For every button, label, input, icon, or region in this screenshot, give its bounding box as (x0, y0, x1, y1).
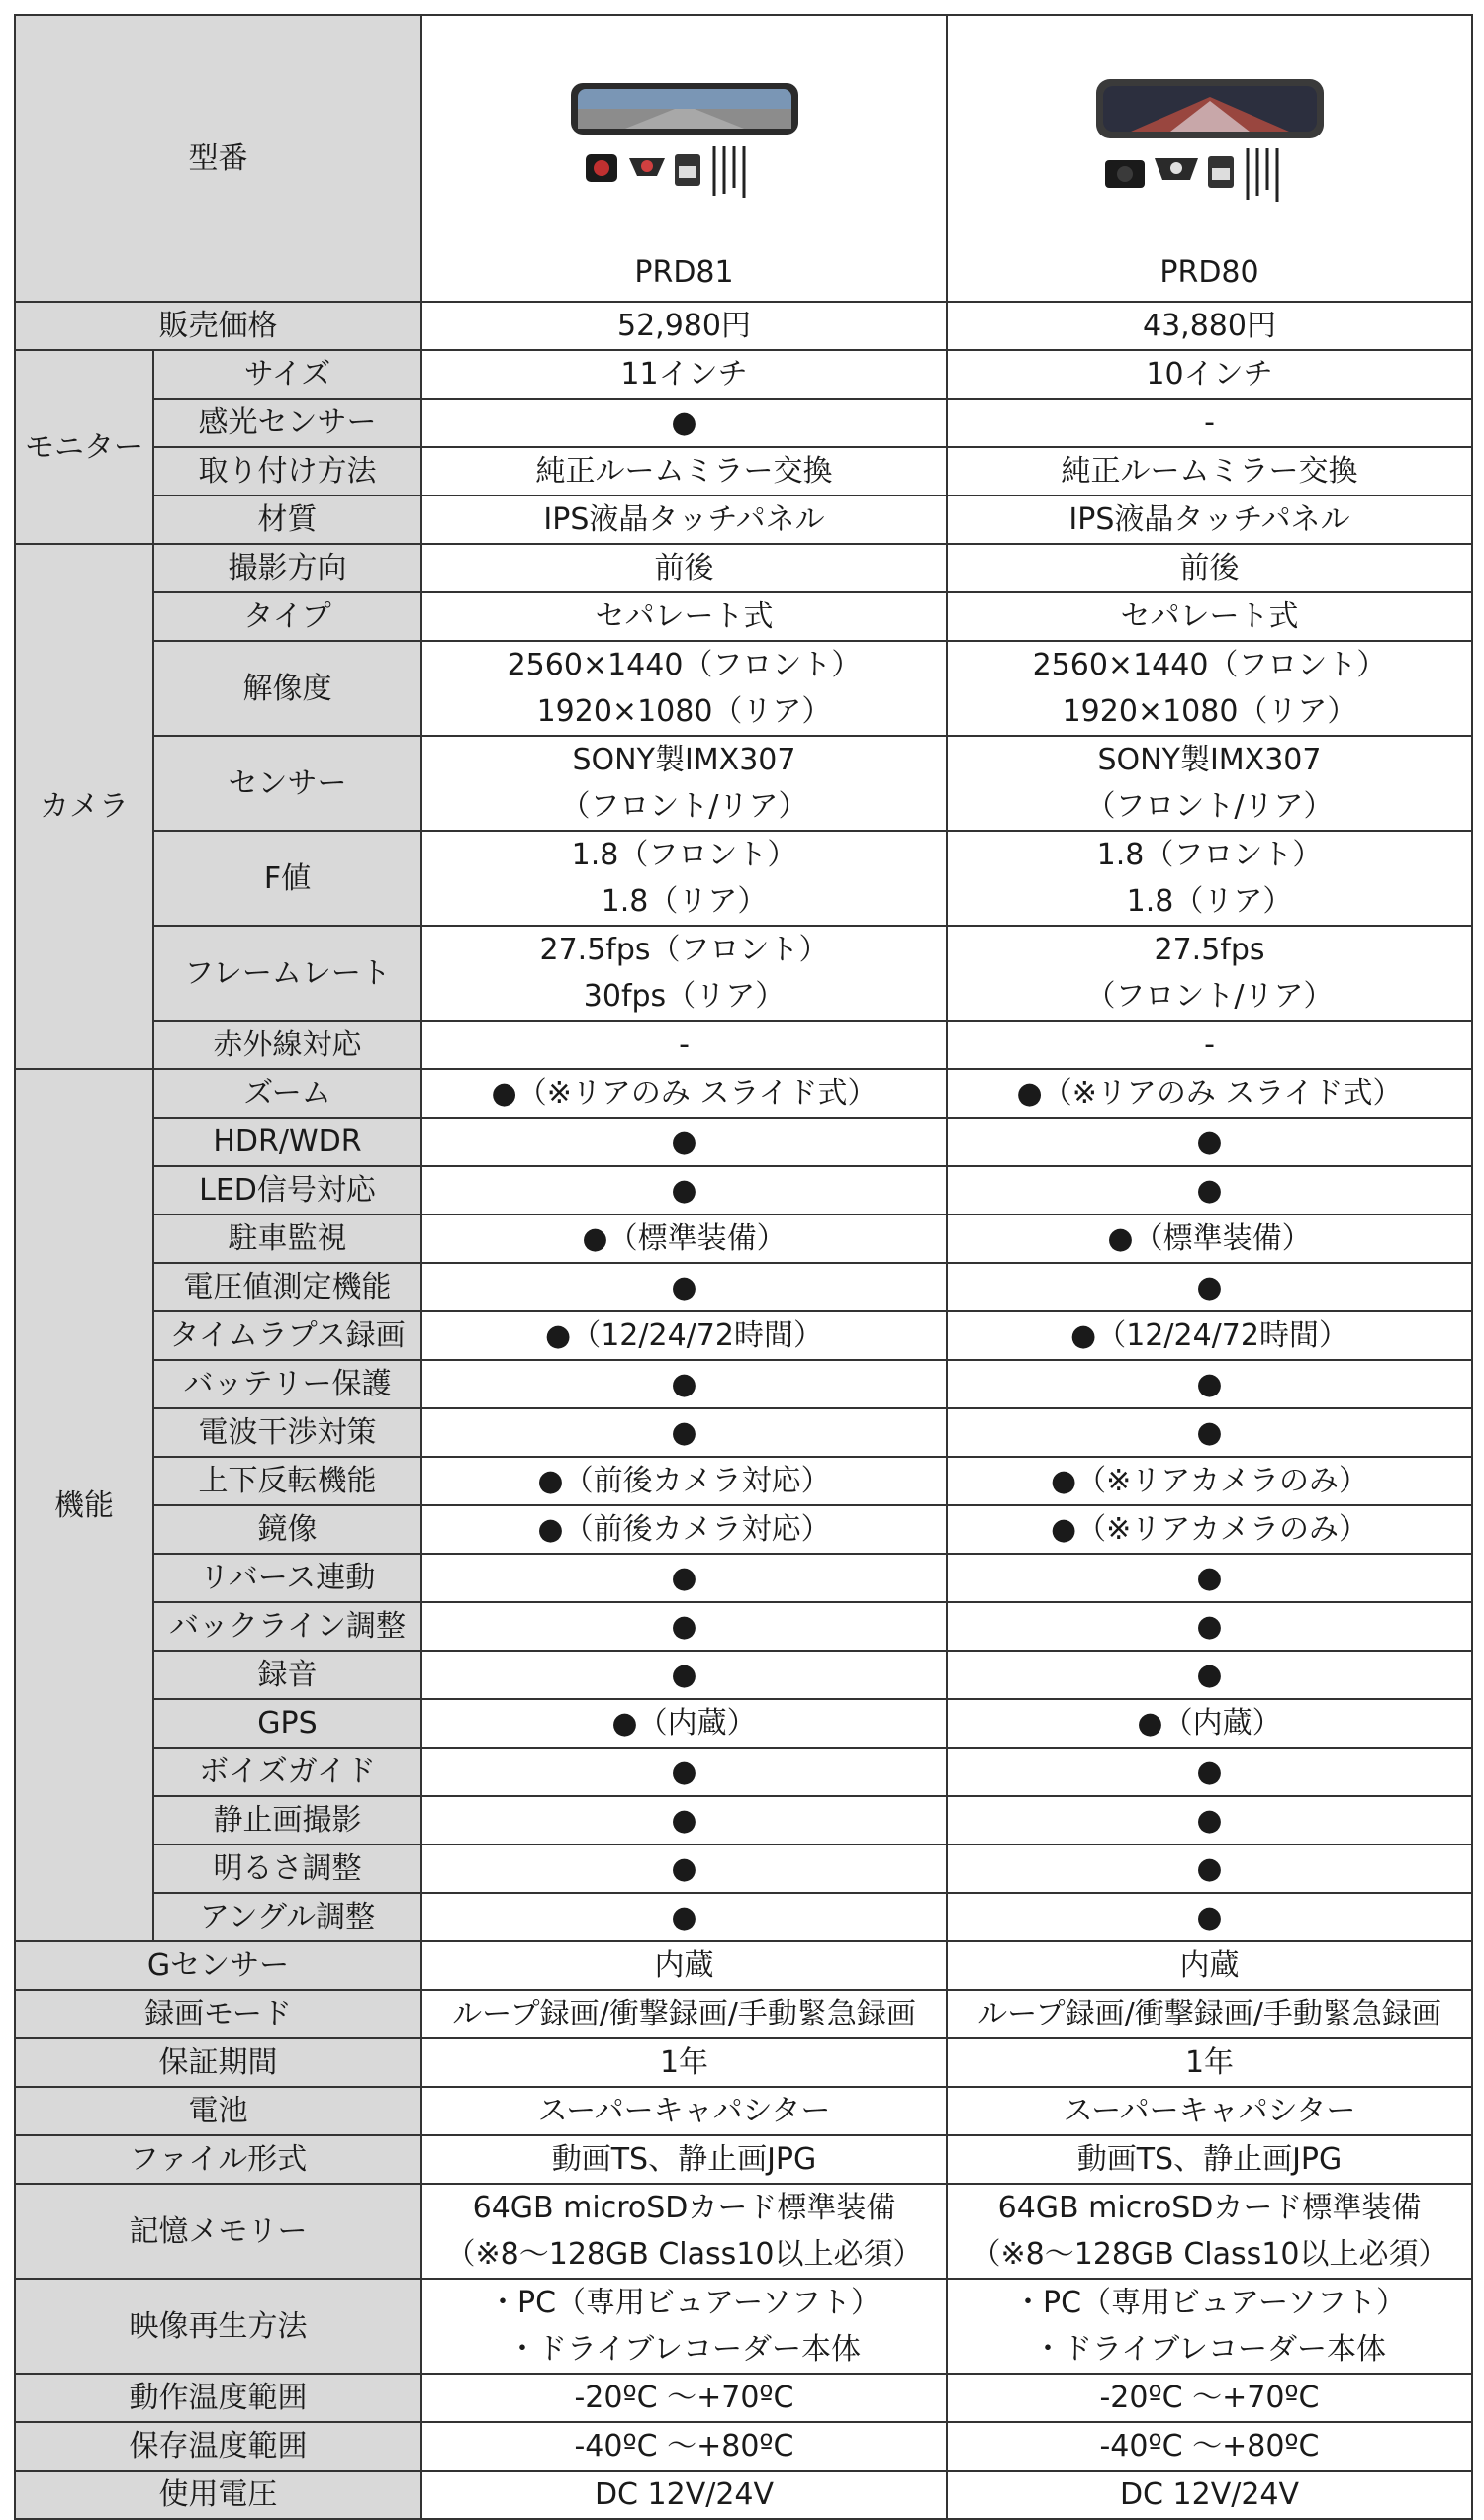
spec-value (421, 495, 947, 544)
spec-value: ● (947, 1360, 1472, 1408)
spec-label: 録画モード (15, 1990, 421, 2038)
spec-value: ● (947, 1651, 1472, 1699)
spec-value (947, 592, 1472, 641)
spec-value: ● (421, 1166, 947, 1215)
spec-value (421, 2422, 947, 2471)
price-value: 52,980円 (421, 302, 947, 350)
features-row (15, 1845, 1472, 1893)
cell-line: 1920×1080（リア） (536, 694, 832, 729)
cell-line: 1.8（リア） (601, 884, 768, 919)
spec-label: 解像度 (153, 641, 421, 736)
spec-value (421, 1990, 947, 2038)
spec-value (947, 926, 1472, 1021)
spec-value: ●（標準装備） (421, 1215, 947, 1263)
features-row (15, 1554, 1472, 1602)
misc-row (15, 2135, 1472, 2184)
spec-value: ● (947, 1263, 1472, 1311)
spec-label: 映像再生方法 (15, 2279, 421, 2374)
spec-value (947, 641, 1472, 736)
cell-line: 内蔵 (1179, 1948, 1240, 1983)
cell-line: 64GB microSDカード標準装備 (472, 2191, 896, 2225)
spec-value: ● (421, 1796, 947, 1845)
cell-line: 動画TS、静止画JPG (1076, 2142, 1343, 2177)
spec-value (421, 2184, 947, 2279)
spec-label: 鏡像 (153, 1505, 421, 1554)
cell-line: 1年 (659, 2045, 709, 2080)
cell-line: 1.8（リア） (1126, 884, 1293, 919)
features-row (15, 1166, 1472, 1215)
price-label: 販売価格 (15, 302, 421, 350)
cell-line: 動画TS、静止画JPG (551, 2142, 817, 2177)
cell-line: スーパーキャパシター (1063, 2094, 1356, 2128)
spec-value: ●（標準装備） (947, 1215, 1472, 1263)
features-row (15, 1602, 1472, 1651)
spec-label: 静止画撮影 (153, 1796, 421, 1845)
cell-line: ・PC（専用ビュアーソフト） (1013, 2286, 1406, 2320)
monitor-row (15, 495, 1472, 544)
spec-label: 電圧値測定機能 (153, 1263, 421, 1311)
spec-value (947, 831, 1472, 926)
spec-value: ●（前後カメラ対応） (421, 1457, 947, 1505)
model-row (15, 15, 1472, 302)
spec-label: ボイズガイド (153, 1748, 421, 1796)
spec-value: ●（内蔵） (421, 1699, 947, 1748)
misc-row (15, 1990, 1472, 2038)
cell-line: ・ドライブレコーダー本体 (1033, 2332, 1386, 2367)
spec-value (947, 2471, 1472, 2519)
spec-label: フレームレート (153, 926, 421, 1021)
spec-value (947, 1021, 1472, 1069)
camera-row (15, 736, 1472, 831)
cell-line: -40ºC ～+80ºC (1099, 2429, 1320, 2464)
cell-line: SONY製IMX307 (1097, 743, 1322, 777)
camera-row (15, 1021, 1472, 1069)
cell-line: ・ドライブレコーダー本体 (508, 2332, 861, 2367)
spec-value (421, 399, 947, 447)
misc-row (15, 2422, 1472, 2471)
spec-label: GPS (153, 1699, 421, 1748)
model-label: 型番 (15, 15, 421, 302)
spec-label: バッテリー保護 (153, 1360, 421, 1408)
spec-value: ● (947, 1408, 1472, 1457)
spec-value: ● (421, 1118, 947, 1166)
cell-line: 1920×1080（リア） (1062, 694, 1357, 729)
cell-line: SONY製IMX307 (572, 743, 796, 777)
cell-line: 10インチ (1146, 357, 1273, 392)
cell-line: （※8～128GB Class10以上必須） (971, 2237, 1448, 2272)
spec-value (421, 641, 947, 736)
spec-label: 動作温度範囲 (15, 2374, 421, 2422)
spec-value (947, 1990, 1472, 2038)
spec-value (421, 736, 947, 831)
cell-line: 2560×1440（フロント） (507, 648, 862, 682)
spec-value (947, 2279, 1472, 2374)
spec-value (947, 736, 1472, 831)
cell-line: セパレート式 (595, 599, 774, 634)
features-group-label: 機能 (15, 1069, 153, 1941)
product-name: PRD80 (1159, 255, 1259, 290)
cell-line: （フロント/リア） (1085, 979, 1334, 1014)
camera-row (15, 926, 1472, 1021)
cell-line: ● (671, 405, 697, 440)
spec-value (421, 2279, 947, 2374)
features-row (15, 1699, 1472, 1748)
spec-comparison-table (14, 14, 1473, 2520)
spec-value (947, 2135, 1472, 2184)
monitor-row (15, 350, 1472, 399)
camera-group-label: カメラ (15, 544, 153, 1069)
spec-value (947, 2087, 1472, 2135)
spec-value: ● (947, 1166, 1472, 1215)
spec-label: 取り付け方法 (153, 447, 421, 495)
spec-label: 撮影方向 (153, 544, 421, 592)
misc-row (15, 2087, 1472, 2135)
spec-value (421, 350, 947, 399)
cell-line: （フロント/リア） (1085, 789, 1334, 824)
spec-value (421, 447, 947, 495)
spec-label: ファイル形式 (15, 2135, 421, 2184)
camera-row (15, 544, 1472, 592)
cell-line: 27.5fps（フロント） (539, 933, 829, 967)
mirror-dashcam-10inch-icon (1091, 77, 1329, 206)
cell-line: 27.5fps (1154, 933, 1265, 967)
features-row (15, 1408, 1472, 1457)
spec-label: 上下反転機能 (153, 1457, 421, 1505)
spec-value: ● (421, 1360, 947, 1408)
cell-line: 内蔵 (654, 1948, 714, 1983)
product-prd80 (947, 15, 1472, 302)
cell-line: 2560×1440（フロント） (1032, 648, 1387, 682)
misc-row (15, 2279, 1472, 2374)
cell-line: （※8～128GB Class10以上必須） (445, 2237, 923, 2272)
spec-value: ●（前後カメラ対応） (421, 1505, 947, 1554)
misc-row (15, 2184, 1472, 2279)
monitor-row (15, 447, 1472, 495)
misc-row (15, 1941, 1472, 1990)
product-name: PRD81 (634, 255, 734, 290)
mirror-dashcam-11inch-icon (566, 77, 803, 206)
monitor-row (15, 399, 1472, 447)
spec-value: ●（内蔵） (947, 1699, 1472, 1748)
cell-line: ・PC（専用ビュアーソフト） (488, 2286, 881, 2320)
spec-value (421, 926, 947, 1021)
cell-line: ループ録画/衝撃録画/手動緊急録画 (977, 1997, 1441, 2031)
spec-value: ● (421, 1893, 947, 1941)
spec-label: ズーム (153, 1069, 421, 1118)
misc-row (15, 2374, 1472, 2422)
features-row (15, 1505, 1472, 1554)
spec-value (947, 1941, 1472, 1990)
spec-label: 電波干渉対策 (153, 1408, 421, 1457)
misc-row (15, 2471, 1472, 2519)
spec-value: ● (947, 1554, 1472, 1602)
features-row (15, 1651, 1472, 1699)
spec-value: ●（※リアカメラのみ） (947, 1505, 1472, 1554)
cell-line: IPS液晶タッチパネル (1068, 502, 1350, 537)
spec-label: 記憶メモリー (15, 2184, 421, 2279)
cell-line: 11インチ (620, 357, 748, 392)
spec-value: ● (947, 1118, 1472, 1166)
spec-label: F値 (153, 831, 421, 926)
spec-value: ● (947, 1748, 1472, 1796)
spec-value (421, 2038, 947, 2087)
cell-line: （フロント/リア） (560, 789, 808, 824)
spec-label: Gセンサー (15, 1941, 421, 1990)
spec-value (947, 2184, 1472, 2279)
spec-label: タイプ (153, 592, 421, 641)
spec-value (421, 2374, 947, 2422)
cell-line: 前後 (1179, 551, 1240, 585)
features-row (15, 1311, 1472, 1360)
features-row (15, 1215, 1472, 1263)
spec-value (947, 447, 1472, 495)
features-row (15, 1118, 1472, 1166)
cell-line: - (679, 1028, 690, 1062)
spec-label: 明るさ調整 (153, 1845, 421, 1893)
spec-label: リバース連動 (153, 1554, 421, 1602)
features-row (15, 1748, 1472, 1796)
spec-value (421, 2135, 947, 2184)
cell-line: 1年 (1184, 2045, 1235, 2080)
spec-value (421, 592, 947, 641)
price-row (15, 302, 1472, 350)
cell-line: IPS液晶タッチパネル (543, 502, 825, 537)
spec-value (421, 1021, 947, 1069)
spec-label: サイズ (153, 350, 421, 399)
cell-line: -40ºC ～+80ºC (574, 2429, 794, 2464)
cell-line: - (1204, 405, 1215, 440)
cell-line: スーパーキャパシター (537, 2094, 831, 2128)
spec-value: ●（12/24/72時間） (947, 1311, 1472, 1360)
spec-label: 駐車監視 (153, 1215, 421, 1263)
spec-label: LED信号対応 (153, 1166, 421, 1215)
spec-value (947, 2038, 1472, 2087)
cell-line: -20ºC ～+70ºC (574, 2381, 794, 2415)
spec-value (421, 2087, 947, 2135)
cell-line: 30fps（リア） (583, 979, 786, 1014)
features-row (15, 1796, 1472, 1845)
spec-value (947, 495, 1472, 544)
spec-label: 保存温度範囲 (15, 2422, 421, 2471)
spec-value: ● (421, 1748, 947, 1796)
spec-value: ● (421, 1554, 947, 1602)
features-row (15, 1360, 1472, 1408)
cell-line: 1.8（フロント） (571, 838, 797, 872)
features-row (15, 1263, 1472, 1311)
spec-value (947, 2422, 1472, 2471)
spec-label: HDR/WDR (153, 1118, 421, 1166)
spec-value: ● (421, 1408, 947, 1457)
spec-value: ●（※リアカメラのみ） (947, 1457, 1472, 1505)
spec-value: ●（※リアのみ スライド式） (947, 1069, 1472, 1118)
spec-value: ● (421, 1651, 947, 1699)
spec-value: ● (947, 1602, 1472, 1651)
spec-label: 材質 (153, 495, 421, 544)
cell-line: セパレート式 (1120, 599, 1299, 634)
monitor-group-label: モニター (15, 350, 153, 544)
spec-value: ●（※リアのみ スライド式） (421, 1069, 947, 1118)
camera-row (15, 641, 1472, 736)
cell-line: -20ºC ～+70ºC (1099, 2381, 1320, 2415)
spec-label: アングル調整 (153, 1893, 421, 1941)
spec-value (947, 2374, 1472, 2422)
spec-value: ● (421, 1263, 947, 1311)
camera-row (15, 831, 1472, 926)
features-row (15, 1069, 1472, 1118)
spec-value: ● (947, 1845, 1472, 1893)
spec-label: センサー (153, 736, 421, 831)
features-row (15, 1893, 1472, 1941)
cell-line: 前後 (654, 551, 714, 585)
spec-value (947, 399, 1472, 447)
spec-value: ● (421, 1845, 947, 1893)
features-row (15, 1457, 1472, 1505)
spec-value (421, 831, 947, 926)
spec-label: 保証期間 (15, 2038, 421, 2087)
spec-value: ● (947, 1796, 1472, 1845)
cell-line: DC 12V/24V (1119, 2477, 1300, 2512)
spec-value: ● (421, 1602, 947, 1651)
spec-value (421, 2471, 947, 2519)
camera-row (15, 592, 1472, 641)
cell-line: 純正ルームミラー交換 (535, 454, 833, 489)
spec-value (421, 1941, 947, 1990)
cell-line: - (1204, 1028, 1215, 1062)
spec-label: 感光センサー (153, 399, 421, 447)
spec-label: 赤外線対応 (153, 1021, 421, 1069)
spec-value: ● (947, 1893, 1472, 1941)
spec-label: 電池 (15, 2087, 421, 2135)
spec-label: 使用電圧 (15, 2471, 421, 2519)
cell-line: ループ録画/衝撃録画/手動緊急録画 (452, 1997, 916, 2031)
spec-value (421, 544, 947, 592)
misc-row (15, 2038, 1472, 2087)
cell-line: DC 12V/24V (594, 2477, 775, 2512)
cell-line: 純正ルームミラー交換 (1061, 454, 1358, 489)
spec-value (947, 544, 1472, 592)
cell-line: 1.8（フロント） (1096, 838, 1323, 872)
price-value: 43,880円 (947, 302, 1472, 350)
cell-line: 64GB microSDカード標準装備 (997, 2191, 1422, 2225)
spec-value (947, 350, 1472, 399)
spec-label: タイムラプス録画 (153, 1311, 421, 1360)
spec-label: バックライン調整 (153, 1602, 421, 1651)
spec-value: ●（12/24/72時間） (421, 1311, 947, 1360)
spec-label: 録音 (153, 1651, 421, 1699)
product-prd81 (421, 15, 947, 302)
